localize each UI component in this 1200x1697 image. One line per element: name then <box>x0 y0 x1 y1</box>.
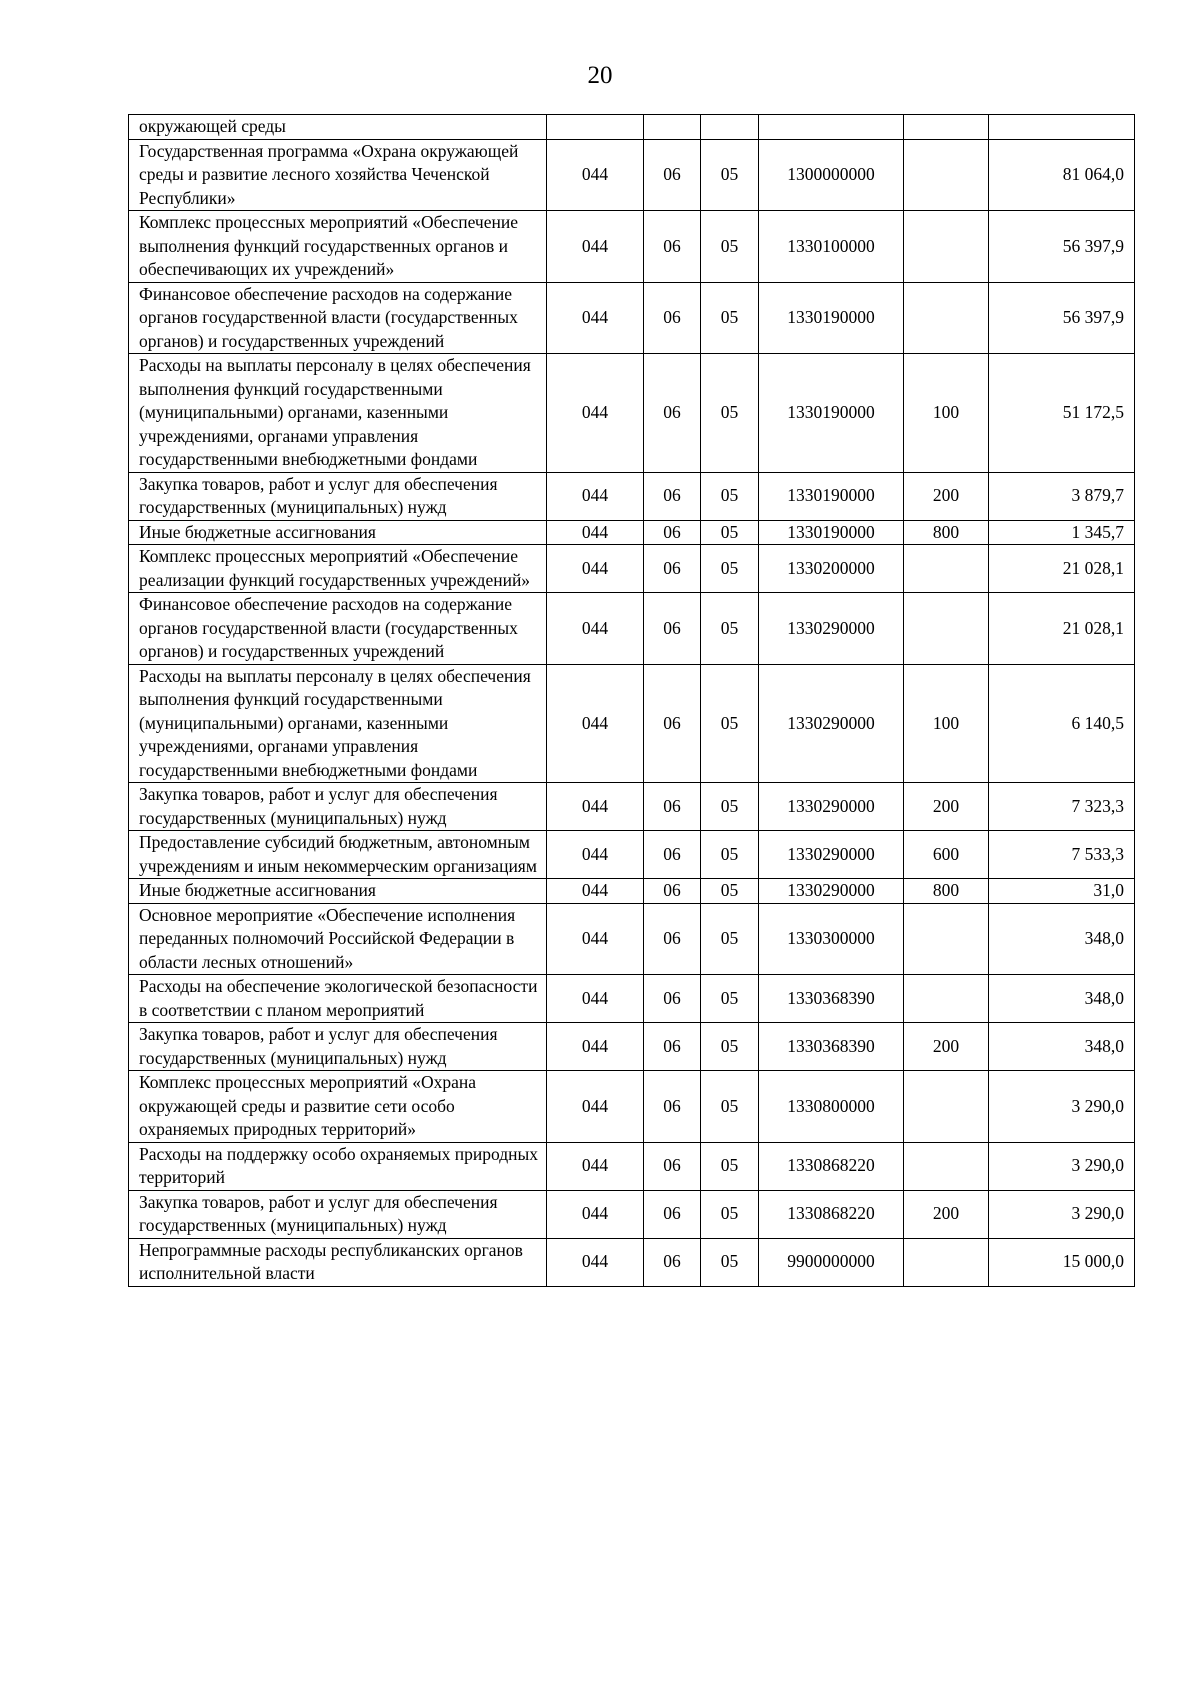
target-article-cell: 1330868220 <box>759 1190 904 1238</box>
section-code-cell: 06 <box>644 783 701 831</box>
amount-cell: 21 028,1 <box>989 545 1135 593</box>
table-row <box>129 354 1135 473</box>
ministry-code-cell: 044 <box>547 664 644 783</box>
ministry-code-cell: 044 <box>547 593 644 665</box>
subsection-code-cell: 05 <box>701 139 759 211</box>
expense-name-cell: Закупка товаров, работ и услуг для обеспечения государственных (муниципальных) нужд <box>129 472 547 520</box>
section-code-cell: 06 <box>644 593 701 665</box>
expense-type-cell: 800 <box>904 879 989 904</box>
target-article-cell: 1330290000 <box>759 664 904 783</box>
expense-name-cell: Непрограммные расходы республиканских органов исполнительной власти <box>129 1238 547 1286</box>
amount-cell: 7 533,3 <box>989 831 1135 879</box>
amount-cell: 56 397,9 <box>989 211 1135 283</box>
subsection-code-cell: 05 <box>701 664 759 783</box>
ministry-code-cell: 044 <box>547 1071 644 1143</box>
section-code-cell: 06 <box>644 282 701 354</box>
expense-name-cell: Предоставление субсидий бюджетным, автономным учреждениям и иным некоммерческим организациям <box>129 831 547 879</box>
amount-cell: 6 140,5 <box>989 664 1135 783</box>
amount-cell: 56 397,9 <box>989 282 1135 354</box>
target-article-cell: 1300000000 <box>759 139 904 211</box>
expense-type-cell <box>904 115 989 140</box>
expense-name-cell: Закупка товаров, работ и услуг для обеспечения государственных (муниципальных) нужд <box>129 783 547 831</box>
amount-cell: 21 028,1 <box>989 593 1135 665</box>
expense-type-cell <box>904 545 989 593</box>
section-code-cell: 06 <box>644 354 701 473</box>
table-row <box>129 975 1135 1023</box>
ministry-code-cell: 044 <box>547 282 644 354</box>
amount-cell: 15 000,0 <box>989 1238 1135 1286</box>
target-article-cell: 1330368390 <box>759 1023 904 1071</box>
table-row <box>129 1023 1135 1071</box>
amount-cell: 348,0 <box>989 903 1135 975</box>
table-row <box>129 593 1135 665</box>
section-code-cell: 06 <box>644 975 701 1023</box>
table-row <box>129 879 1135 904</box>
target-article-cell: 1330368390 <box>759 975 904 1023</box>
subsection-code-cell: 05 <box>701 903 759 975</box>
budget-table <box>128 114 1135 1287</box>
expense-type-cell: 600 <box>904 831 989 879</box>
expense-type-cell <box>904 211 989 283</box>
table-row <box>129 783 1135 831</box>
ministry-code-cell: 044 <box>547 903 644 975</box>
expense-name-cell: Комплекс процессных мероприятий «Обеспечение выполнения функций государственных органов и обеспечивающих их учреждений» <box>129 211 547 283</box>
amount-cell: 81 064,0 <box>989 139 1135 211</box>
subsection-code-cell: 05 <box>701 354 759 473</box>
section-code-cell: 06 <box>644 664 701 783</box>
subsection-code-cell <box>701 115 759 140</box>
ministry-code-cell: 044 <box>547 545 644 593</box>
ministry-code-cell: 044 <box>547 831 644 879</box>
expense-name-cell: Государственная программа «Охрана окружающей среды и развитие лесного хозяйства Чеченской Республики» <box>129 139 547 211</box>
subsection-code-cell: 05 <box>701 520 759 545</box>
target-article-cell: 1330800000 <box>759 1071 904 1143</box>
page-number: 20 <box>587 62 613 89</box>
subsection-code-cell: 05 <box>701 282 759 354</box>
expense-name-cell: Расходы на выплаты персоналу в целях обеспечения выполнения функций государственными (муниципальными) органами, казенными учреждениями, органами управления государственными внебюджетными фондами <box>129 664 547 783</box>
target-article-cell: 1330190000 <box>759 520 904 545</box>
amount-cell: 348,0 <box>989 975 1135 1023</box>
section-code-cell: 06 <box>644 520 701 545</box>
expense-name-cell: Расходы на выплаты персоналу в целях обеспечения выполнения функций государственными (муниципальными) органами, казенными учреждениями, органами управления государственными внебюджетными фондами <box>129 354 547 473</box>
amount-cell: 3 290,0 <box>989 1190 1135 1238</box>
budget-table-body <box>129 115 1135 1287</box>
amount-cell: 3 290,0 <box>989 1142 1135 1190</box>
target-article-cell: 1330290000 <box>759 593 904 665</box>
expense-name-cell: Комплекс процессных мероприятий «Обеспечение реализации функций государственных учреждений» <box>129 545 547 593</box>
expense-type-cell: 200 <box>904 783 989 831</box>
table-row <box>129 211 1135 283</box>
amount-cell: 31,0 <box>989 879 1135 904</box>
section-code-cell: 06 <box>644 472 701 520</box>
ministry-code-cell: 044 <box>547 783 644 831</box>
section-code-cell: 06 <box>644 1023 701 1071</box>
expense-type-cell <box>904 1238 989 1286</box>
target-article-cell: 1330190000 <box>759 354 904 473</box>
subsection-code-cell: 05 <box>701 472 759 520</box>
target-article-cell: 9900000000 <box>759 1238 904 1286</box>
ministry-code-cell: 044 <box>547 211 644 283</box>
subsection-code-cell: 05 <box>701 1023 759 1071</box>
expense-type-cell <box>904 975 989 1023</box>
expense-name-cell: Финансовое обеспечение расходов на содержание органов государственной власти (государственных органов) и государственных учреждений <box>129 282 547 354</box>
ministry-code-cell: 044 <box>547 879 644 904</box>
amount-cell: 1 345,7 <box>989 520 1135 545</box>
expense-type-cell <box>904 1142 989 1190</box>
amount-cell <box>989 115 1135 140</box>
expense-type-cell: 200 <box>904 1023 989 1071</box>
expense-type-cell <box>904 139 989 211</box>
target-article-cell <box>759 115 904 140</box>
target-article-cell: 1330200000 <box>759 545 904 593</box>
expense-type-cell <box>904 593 989 665</box>
table-row <box>129 1190 1135 1238</box>
section-code-cell: 06 <box>644 545 701 593</box>
table-row <box>129 115 1135 140</box>
table-row <box>129 282 1135 354</box>
expense-type-cell: 200 <box>904 1190 989 1238</box>
ministry-code-cell: 044 <box>547 1238 644 1286</box>
ministry-code-cell: 044 <box>547 520 644 545</box>
section-code-cell: 06 <box>644 1190 701 1238</box>
ministry-code-cell: 044 <box>547 1190 644 1238</box>
section-code-cell: 06 <box>644 831 701 879</box>
subsection-code-cell: 05 <box>701 879 759 904</box>
expense-name-cell: Иные бюджетные ассигнования <box>129 520 547 545</box>
section-code-cell: 06 <box>644 139 701 211</box>
target-article-cell: 1330300000 <box>759 903 904 975</box>
expense-name-cell: Закупка товаров, работ и услуг для обеспечения государственных (муниципальных) нужд <box>129 1023 547 1071</box>
target-article-cell: 1330868220 <box>759 1142 904 1190</box>
expense-type-cell: 200 <box>904 472 989 520</box>
section-code-cell: 06 <box>644 1142 701 1190</box>
expense-name-cell: Финансовое обеспечение расходов на содержание органов государственной власти (государственных органов) и государственных учреждений <box>129 593 547 665</box>
ministry-code-cell: 044 <box>547 975 644 1023</box>
target-article-cell: 1330190000 <box>759 472 904 520</box>
section-code-cell: 06 <box>644 903 701 975</box>
table-row <box>129 1238 1135 1286</box>
target-article-cell: 1330190000 <box>759 282 904 354</box>
amount-cell: 3 290,0 <box>989 1071 1135 1143</box>
ministry-code-cell: 044 <box>547 1142 644 1190</box>
subsection-code-cell: 05 <box>701 1190 759 1238</box>
table-row <box>129 664 1135 783</box>
subsection-code-cell: 05 <box>701 1142 759 1190</box>
expense-name-cell: Расходы на обеспечение экологической безопасности в соответствии с планом мероприятий <box>129 975 547 1023</box>
subsection-code-cell: 05 <box>701 593 759 665</box>
expense-type-cell: 100 <box>904 354 989 473</box>
ministry-code-cell <box>547 115 644 140</box>
table-row <box>129 472 1135 520</box>
target-article-cell: 1330100000 <box>759 211 904 283</box>
expense-type-cell: 100 <box>904 664 989 783</box>
section-code-cell: 06 <box>644 1071 701 1143</box>
expense-name-cell: Расходы на поддержку особо охраняемых природных территорий <box>129 1142 547 1190</box>
expense-type-cell: 800 <box>904 520 989 545</box>
subsection-code-cell: 05 <box>701 211 759 283</box>
subsection-code-cell: 05 <box>701 783 759 831</box>
subsection-code-cell: 05 <box>701 831 759 879</box>
section-code-cell: 06 <box>644 211 701 283</box>
ministry-code-cell: 044 <box>547 1023 644 1071</box>
amount-cell: 51 172,5 <box>989 354 1135 473</box>
target-article-cell: 1330290000 <box>759 831 904 879</box>
expense-name-cell: Закупка товаров, работ и услуг для обеспечения государственных (муниципальных) нужд <box>129 1190 547 1238</box>
expense-type-cell <box>904 903 989 975</box>
table-row <box>129 520 1135 545</box>
subsection-code-cell: 05 <box>701 1238 759 1286</box>
ministry-code-cell: 044 <box>547 354 644 473</box>
subsection-code-cell: 05 <box>701 1071 759 1143</box>
table-row <box>129 831 1135 879</box>
table-row <box>129 545 1135 593</box>
amount-cell: 7 323,3 <box>989 783 1135 831</box>
amount-cell: 3 879,7 <box>989 472 1135 520</box>
target-article-cell: 1330290000 <box>759 879 904 904</box>
subsection-code-cell: 05 <box>701 975 759 1023</box>
expense-name-cell: окружающей среды <box>129 115 547 140</box>
expense-name-cell: Основное мероприятие «Обеспечение исполнения переданных полномочий Российской Федерации в области лесных отношений» <box>129 903 547 975</box>
section-code-cell <box>644 115 701 140</box>
target-article-cell: 1330290000 <box>759 783 904 831</box>
section-code-cell: 06 <box>644 1238 701 1286</box>
table-row <box>129 1142 1135 1190</box>
ministry-code-cell: 044 <box>547 472 644 520</box>
amount-cell: 348,0 <box>989 1023 1135 1071</box>
table-row <box>129 903 1135 975</box>
subsection-code-cell: 05 <box>701 545 759 593</box>
expense-type-cell <box>904 1071 989 1143</box>
section-code-cell: 06 <box>644 879 701 904</box>
expense-type-cell <box>904 282 989 354</box>
expense-name-cell: Комплекс процессных мероприятий «Охрана окружающей среды и развитие сети особо охраняемых природных территорий» <box>129 1071 547 1143</box>
table-row <box>129 1071 1135 1143</box>
table-row <box>129 139 1135 211</box>
ministry-code-cell: 044 <box>547 139 644 211</box>
expense-name-cell: Иные бюджетные ассигнования <box>129 879 547 904</box>
